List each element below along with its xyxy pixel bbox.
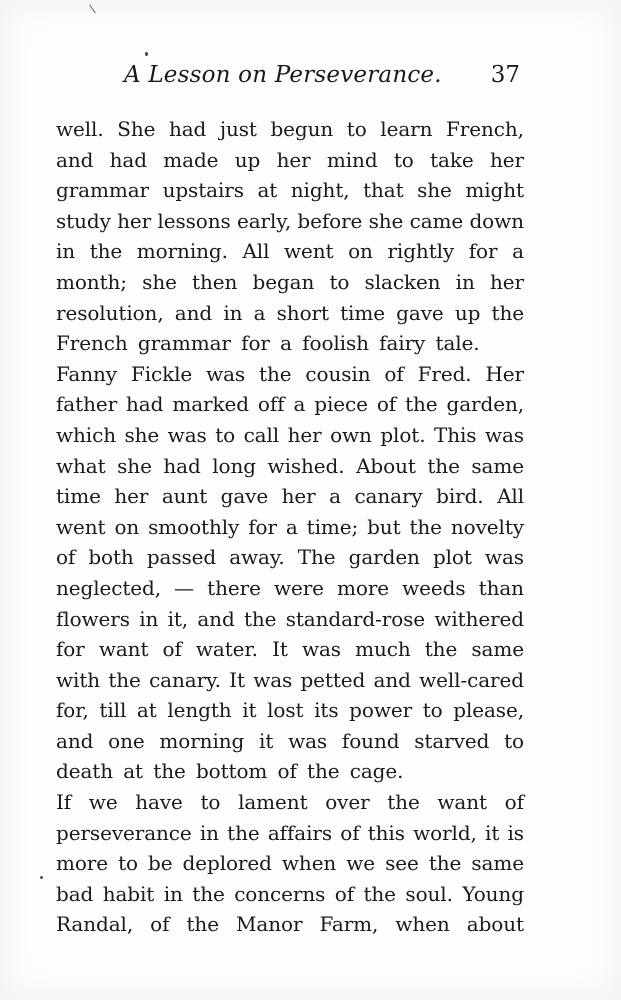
text-line: for want of water. It was much the same xyxy=(56,637,524,662)
text-line: with the canary. It was petted and well-cared xyxy=(56,667,524,692)
text-line: French grammar for a foolish fairy tale. xyxy=(56,331,480,356)
text-line: more to be deplored when we see the same xyxy=(56,851,524,876)
body-text xyxy=(56,114,524,940)
text-line: well. She had just begun to learn French, xyxy=(56,117,524,141)
text-line: If we have to lament over the want of xyxy=(56,790,524,815)
text-line: death at the bottom of the cage. xyxy=(56,759,404,784)
text-line: time her aunt gave her a canary bird. All xyxy=(56,484,524,509)
text-line: Randal, of the Manor Farm, when about xyxy=(56,912,524,937)
text-line: and had made up her mind to take her xyxy=(56,147,524,172)
ink-speck xyxy=(40,876,43,879)
text-line: flowers in it, and the standard-rose withered xyxy=(56,606,524,631)
running-header xyxy=(60,62,520,92)
text-line: what she had long wished. About the same xyxy=(56,453,524,478)
text-line: of both passed away. The garden plot was xyxy=(56,545,524,570)
text-line: study her lessons early, before she came down xyxy=(56,208,524,233)
running-title: A Lesson on Perseverance. xyxy=(124,62,442,88)
page-number: 37 xyxy=(490,62,520,88)
text-line: went on smoothly for a time; but the novelty xyxy=(56,514,524,539)
text-line: which she was to call her own plot. This was xyxy=(56,422,524,447)
ink-speck xyxy=(145,52,148,56)
text-line: and one morning it was found starved to xyxy=(56,728,524,753)
text-line: bad habit in the concerns of the soul. Young xyxy=(56,881,524,906)
text-line: for, till at length it lost its power to please, xyxy=(56,698,524,723)
text-line: month; she then began to slacken in her xyxy=(56,269,524,294)
text-line: father had marked off a piece of the garden, xyxy=(56,392,524,417)
text-line: neglected, — there were more weeds than xyxy=(56,575,524,600)
text-line: Fanny Fickle was the cousin of Fred. Her xyxy=(56,361,524,386)
text-line: grammar upstairs at night, that she might xyxy=(56,178,524,203)
text-line: resolution, and in a short time gave up the xyxy=(56,300,524,325)
margin-mark xyxy=(89,5,96,14)
text-line: perseverance in the affairs of this world, it is xyxy=(56,820,524,845)
text-line: in the morning. All went on rightly for a xyxy=(56,239,524,264)
